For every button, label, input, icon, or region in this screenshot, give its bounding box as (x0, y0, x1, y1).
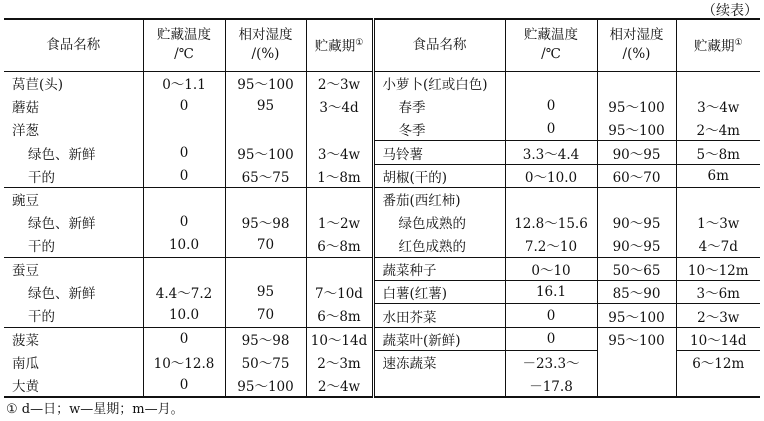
storage-temp: 0 (143, 94, 225, 117)
storage-temp: 0 (505, 118, 597, 141)
table-row (4, 187, 760, 210)
relative-humidity: 65～75 (225, 164, 306, 187)
storage-period: 10～14d (306, 327, 373, 350)
food-name: 干的 (28, 169, 55, 186)
storage-period (676, 374, 760, 397)
relative-humidity: 60～70 (597, 164, 676, 187)
storage-temp (143, 118, 225, 141)
storage-temp: 10.0 (143, 304, 225, 327)
relative-humidity: 50～65 (597, 257, 676, 280)
food-name: 蔬菜种子 (373, 257, 505, 280)
storage-temp (143, 187, 225, 210)
storage-period: 3～4w (676, 94, 760, 117)
table-row (4, 118, 760, 141)
storage-temp: 0 (505, 304, 597, 327)
header-temp-left: 贮藏温度 /℃ (143, 19, 225, 71)
storage-temp: 0 (505, 94, 597, 117)
table-row (4, 94, 760, 117)
table-row (4, 234, 760, 257)
storage-period: 1～8m (306, 164, 373, 187)
food-name: 番茄(西红柿) (373, 187, 505, 210)
storage-period (306, 257, 373, 280)
relative-humidity: 70 (225, 234, 306, 257)
storage-temp: 0 (143, 327, 225, 350)
food-name: 红色成熟的 (373, 234, 505, 257)
continued-label: （续表） (702, 3, 758, 19)
storage-period: 5～8m (676, 141, 760, 164)
food-name: 蔬菜叶(新鲜) (373, 327, 505, 350)
storage-period: 2～4m (676, 118, 760, 141)
storage-temp: 10.0 (143, 234, 225, 257)
storage-period: 1～3w (676, 211, 760, 234)
relative-humidity: 70 (225, 304, 306, 327)
storage-period (676, 71, 760, 94)
relative-humidity: 95～98 (225, 211, 306, 234)
storage-temp: －17.8 (505, 374, 597, 397)
storage-period: 2～3m (306, 351, 373, 374)
relative-humidity (225, 118, 306, 141)
storage-period: 10～14d (676, 327, 760, 350)
storage-temp: 0～10 (505, 257, 597, 280)
relative-humidity: 95 (225, 281, 306, 304)
storage-period (306, 187, 373, 210)
header-temp-right: 贮藏温度 /℃ (505, 19, 597, 71)
food-name: 绿色、新鲜 (28, 216, 96, 233)
storage-period (676, 187, 760, 210)
storage-table (4, 18, 760, 398)
relative-humidity: 95～100 (597, 118, 676, 141)
food-name: 绿色、新鲜 (28, 146, 96, 163)
relative-humidity: 95～100 (597, 327, 676, 350)
food-name: 马铃薯 (373, 141, 505, 164)
food-name: 白薯(红薯) (373, 281, 505, 304)
storage-temp (505, 187, 597, 210)
storage-temp: 12.8～15.6 (505, 211, 597, 234)
food-name: 豌豆 (4, 187, 143, 210)
table-row (4, 351, 760, 374)
storage-period: 6～12m (676, 351, 760, 374)
table-row (4, 374, 760, 397)
relative-humidity: 95～100 (597, 94, 676, 117)
table-body (4, 71, 760, 397)
storage-period: 1～2w (306, 211, 373, 234)
relative-humidity (225, 257, 306, 280)
storage-temp (505, 71, 597, 94)
table-header (4, 19, 760, 71)
relative-humidity: 95～100 (225, 374, 306, 397)
storage-temp (143, 257, 225, 280)
storage-period: 6～8m (306, 304, 373, 327)
food-name: 绿色成熟的 (373, 211, 505, 234)
relative-humidity: 95 (225, 94, 306, 117)
storage-temp: －23.3～ (505, 351, 597, 374)
relative-humidity (597, 187, 676, 210)
storage-temp: 0～1.1 (143, 71, 225, 94)
storage-temp: 0 (143, 141, 225, 164)
table-row (4, 327, 760, 350)
header-period-left: 贮藏期① (306, 19, 373, 71)
relative-humidity (597, 351, 676, 374)
storage-period: 3～6m (676, 281, 760, 304)
storage-temp: 4.4～7.2 (143, 281, 225, 304)
footnote: ① d—日；w—星期；m—月。 (6, 402, 184, 417)
relative-humidity: 95～100 (225, 141, 306, 164)
storage-temp: 0 (143, 374, 225, 397)
storage-temp: 0～10.0 (505, 164, 597, 187)
relative-humidity: 85～90 (597, 281, 676, 304)
relative-humidity: 50～75 (225, 351, 306, 374)
table-row (4, 281, 760, 304)
food-name: 南瓜 (12, 356, 39, 373)
storage-period: 2～4w (306, 374, 373, 397)
storage-period: 6～8m (306, 234, 373, 257)
table-row (4, 304, 760, 327)
storage-period: 6m (676, 164, 760, 187)
storage-temp: 7.2～10 (505, 234, 597, 257)
storage-temp: 16.1 (505, 281, 597, 304)
food-name: 冬季 (373, 118, 505, 141)
table-row (4, 141, 760, 164)
food-name: 蘑菇 (12, 99, 39, 116)
storage-temp: 10～12.8 (143, 351, 225, 374)
food-name (373, 374, 505, 397)
storage-period: 2～3w (676, 304, 760, 327)
header-period-right: 贮藏期① (676, 19, 760, 71)
relative-humidity: 95～100 (597, 304, 676, 327)
storage-period: 3～4w (306, 141, 373, 164)
relative-humidity: 90～95 (597, 211, 676, 234)
storage-period: 4～7d (676, 234, 760, 257)
header-humid-left: 相对湿度 /(%) (225, 19, 306, 71)
storage-period: 7～10d (306, 281, 373, 304)
relative-humidity: 95～100 (225, 71, 306, 94)
food-name: 菠菜 (4, 327, 143, 350)
relative-humidity (597, 374, 676, 397)
storage-temp: 3.3～4.4 (505, 141, 597, 164)
storage-period: 10～12m (676, 257, 760, 280)
food-name: 春季 (373, 94, 505, 117)
food-name: 小萝卜(红或白色) (373, 71, 505, 94)
food-name: 胡椒(干的) (373, 164, 505, 187)
table-row (4, 257, 760, 280)
relative-humidity: 90～95 (597, 141, 676, 164)
table-row (4, 71, 760, 94)
food-name: 水田芥菜 (373, 304, 505, 327)
header-humid-right: 相对湿度 /(%) (597, 19, 676, 71)
food-name: 绿色、新鲜 (28, 286, 96, 303)
storage-temp: 0 (505, 327, 597, 350)
storage-period: 3～4d (306, 94, 373, 117)
food-name: 干的 (28, 309, 55, 326)
food-name: 大黄 (12, 379, 39, 395)
relative-humidity: 95～98 (225, 327, 306, 350)
header-name-right: 食品名称 (373, 19, 505, 71)
food-name: 速冻蔬菜 (373, 351, 505, 374)
storage-temp: 0 (143, 211, 225, 234)
relative-humidity: 90～95 (597, 234, 676, 257)
food-name: 干的 (28, 239, 55, 256)
storage-period: 2～3w (306, 71, 373, 94)
food-name: 蚕豆 (4, 257, 143, 280)
food-name: 莴苣(头) (12, 76, 64, 93)
header-name-left: 食品名称 (46, 36, 101, 53)
food-name: 洋葱 (12, 123, 39, 140)
relative-humidity (225, 187, 306, 210)
storage-period (306, 118, 373, 141)
relative-humidity (597, 71, 676, 94)
storage-temp: 0 (143, 164, 225, 187)
table-row (4, 164, 760, 187)
table-row (4, 211, 760, 234)
